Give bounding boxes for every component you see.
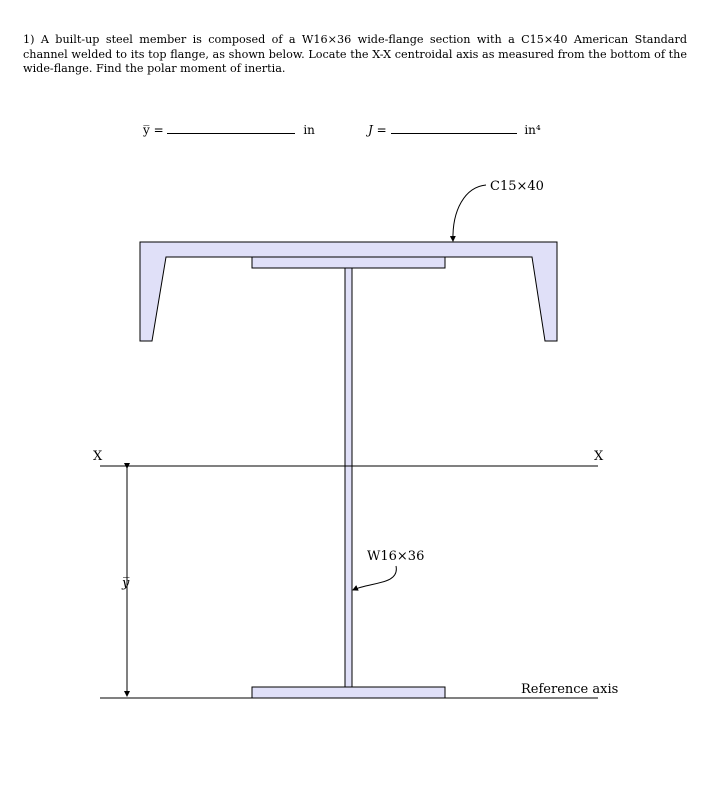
problem-statement: 1) A built-up steel member is composed of a W16×36 wide-flange section with a C15×40 American Standard channel welded to its top flange, as shown below. Locate the X-X centroidal axis as measured from the bottom of the wide-flange. Find the polar moment of inertia. (23, 33, 687, 75)
wflange-label: W16×36 (367, 549, 425, 564)
wf-bottom-flange (252, 687, 445, 698)
J-unit: in⁴ (524, 123, 541, 137)
ybar-unit: in (303, 123, 315, 137)
channel-leader (453, 185, 486, 241)
wf-web (345, 268, 352, 687)
J-label: J = (368, 123, 387, 137)
wflange-leader (353, 566, 396, 590)
ybar-dimension-label: y̅ (122, 576, 130, 591)
channel-label: C15×40 (490, 179, 544, 194)
wf-top-flange (252, 257, 445, 268)
axis-label-right: X (594, 449, 604, 464)
axis-label-left: X (93, 449, 103, 464)
reference-axis-label: Reference axis (521, 682, 619, 697)
ybar-label: y̅ = (143, 123, 164, 137)
